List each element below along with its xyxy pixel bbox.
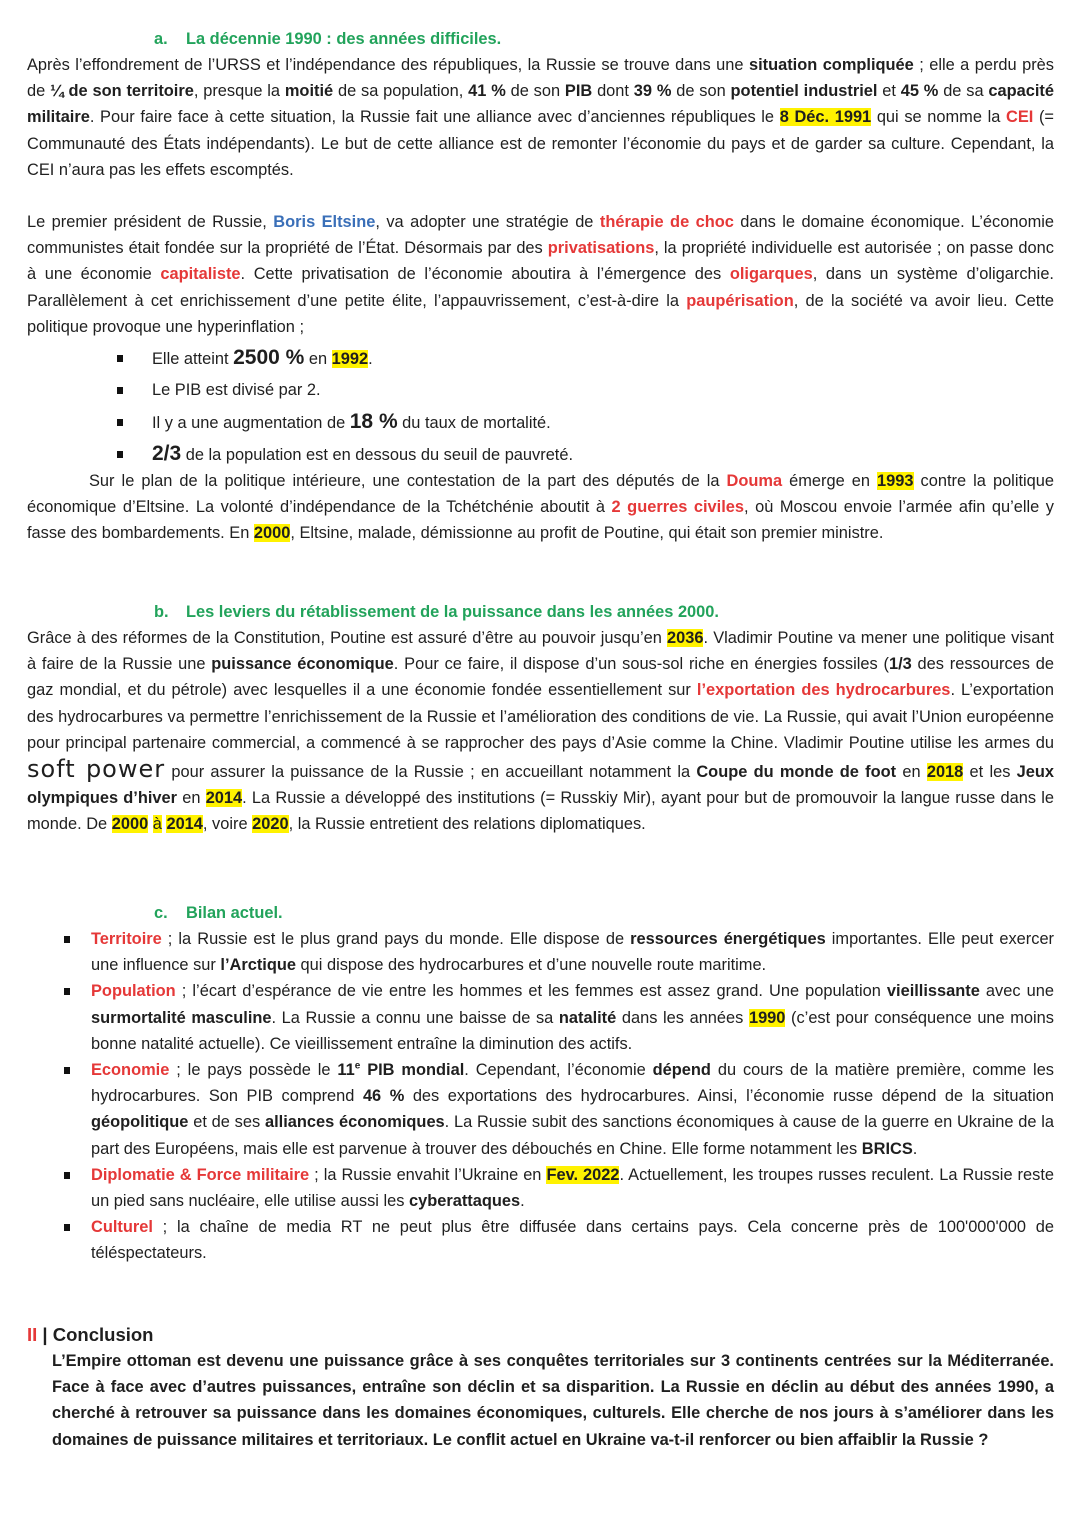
list-item-population — [64, 978, 1054, 1057]
subheading-letter: a. — [154, 30, 168, 48]
subheading-letter: b. — [154, 603, 169, 621]
bold-text: ressources énergétiques — [630, 930, 826, 948]
paragraph-a1 — [27, 52, 1054, 183]
text: importantes. Elle peut exercer une influence sur — [91, 930, 1055, 975]
text: en — [896, 763, 927, 782]
text: . Actuellement, les troupes russes reculent. La Russie reste un pied sans nucléaire, elle utilise aussi les — [91, 1165, 1055, 1211]
bold-figure: 18 % — [349, 410, 398, 433]
bold-text: PIB mondial — [360, 1061, 465, 1080]
text: . L’exportation des hydrocarbures va permettre l’enrichissement de la Russie et l’amélioration des conditions de vie. La Russie, qui avait l’Union européenne pour principal partenaire commercial, a commencé à se rapprocher des pays d’Asie comme la Chine. Vladimir Poutine utilise les armes du — [27, 681, 1055, 752]
text: ; l’écart d’espérance de vie entre les hommes et les femmes est assez grand. Une population — [175, 982, 887, 1001]
text: de sa — [938, 82, 989, 101]
bold-text: 45 % — [900, 82, 939, 101]
highlighted-date: 2018 — [926, 763, 964, 782]
text: Il y a une augmentation de — [152, 414, 350, 432]
bold-figure: 2/3 — [152, 442, 182, 465]
text: en — [177, 789, 206, 808]
conclusion-text: L’Empire ottoman est devenu une puissance grâce à ses conquêtes territoriales sur 3 continents centrées sur la Méditerranée. Face à face avec d’autres puissances, entraîne son déclin et sa disparition. La Russie en déclin au début des années 1990, a cherché à retrouver sa puissance dans les domaines économiques, culturels. Elle cherche de nos jours à s’améliorer dans les domaines de puissance militaires et territoriaux. Le conflit actuel en Ukraine va-t-il renforcer ou bien affaiblir la Russie ? — [52, 1352, 1054, 1449]
text: ; elle a perdu près de — [27, 56, 1054, 101]
text: qui se nomme la — [871, 108, 1006, 127]
text: Sur le plan de la politique intérieure, une contestation de la part des députés de la — [89, 472, 727, 490]
bold-text: BRICS — [861, 1139, 913, 1158]
paragraph-a2 — [27, 209, 1054, 340]
bold-text: natalité — [558, 1008, 617, 1027]
text: Le PIB est divisé par 2. — [152, 381, 321, 399]
text: . — [520, 1192, 525, 1211]
text: émerge en — [782, 472, 878, 490]
keyword: oligarques — [729, 265, 813, 284]
highlighted-date: 1992 — [331, 350, 369, 368]
text: . Pour faire face à cette situation, la Russie fait une alliance avec d’anciennes républiques le — [89, 108, 780, 127]
text: de la population est en dessous du seuil de pauvreté. — [181, 446, 574, 464]
bold-text: 11 — [337, 1061, 355, 1080]
text: . Vladimir Poutine va mener une politique visant à faire de la Russie une — [27, 629, 1054, 674]
bold-text: potentiel industriel — [730, 82, 878, 101]
conclusion-title: Conclusion — [52, 1324, 154, 1345]
text: . Cette privatisation de l’économie aboutira à l’émergence des — [240, 265, 730, 284]
text: des exportations des hydrocarbures. Ainsi, l’économie russe dépend de la situation — [404, 1087, 1054, 1106]
bold-text: 1/3 — [888, 655, 912, 674]
person-name: Boris Eltsine — [273, 213, 376, 231]
separator: | — [37, 1324, 53, 1345]
keyword: Territoire — [91, 930, 162, 948]
superscript: e — [354, 1060, 361, 1072]
text: qui dispose des hydrocarbures et d’une nouvelle route maritime. — [295, 956, 767, 975]
text: de sa population, — [333, 82, 469, 101]
highlighted-date: 2014 — [166, 815, 203, 834]
bold-text: vieillissante — [886, 982, 980, 1001]
text: Le premier président de Russie, — [27, 213, 274, 231]
list-item — [117, 374, 573, 406]
text: contre la politique économique d’Eltsine. La volonté d’indépendance de la Tchétchénie aboutit à — [27, 472, 1055, 517]
bold-text: puissance économique — [211, 655, 394, 674]
text: dont — [592, 82, 634, 101]
text: et les — [963, 763, 1017, 782]
hyperinflation-list — [117, 342, 573, 470]
text: . Pour ce faire, il dispose d’un sous-sol riche en énergies fossiles ( — [393, 655, 889, 674]
keyword: thérapie de choc — [599, 213, 734, 231]
conclusion-heading — [27, 1322, 153, 1348]
keyword: 2 guerres civiles — [611, 498, 744, 517]
text: . Cependant, l’économie — [464, 1061, 653, 1080]
text: ; la chaîne de media RT ne peut plus être diffusée dans certains pays. Cela concerne près de 100'000'000 de téléspectateurs. — [91, 1218, 1054, 1263]
paragraph-b1 — [27, 625, 1054, 838]
text: de son — [505, 82, 565, 101]
text: . — [368, 350, 373, 368]
text: . La Russie a développé des institutions (= Russkiy Mir), ayant pour but de promouvoir la langue russe dans le monde. De — [27, 789, 1055, 834]
bold-text: Jeux olympiques d’hiver — [27, 763, 1054, 808]
bold-text: moitié — [284, 82, 334, 101]
highlighted-date: 2014 — [205, 789, 243, 808]
keyword: Douma — [726, 472, 783, 490]
text: (c’est pour conséquence une moins bonne natalité actuelle). Ce vieillissement entraîne la diminution des actifs. — [91, 1008, 1054, 1053]
text: . La Russie subit des sanctions économiques à cause de la guerre en Ukraine de la part des Européens, mais elle est parvenue à trouver des débouchés en Chine. Elle forme notamment les — [91, 1113, 1054, 1158]
text: ; le pays possède le — [169, 1061, 338, 1080]
highlighted-date: 1993 — [877, 472, 914, 490]
text: en — [304, 350, 332, 368]
bilan-list — [64, 926, 1054, 1267]
keyword: Diplomatie & Force militaire — [91, 1165, 310, 1184]
keyword: l’exportation des hydrocarbures — [696, 681, 951, 700]
highlighted-date: 2000 — [253, 524, 291, 543]
bold-text: 46 % — [362, 1087, 405, 1106]
bold-text: surmortalité masculine — [91, 1008, 272, 1027]
list-item-culturel — [64, 1214, 1054, 1266]
text: , la propriété individuelle est autorisée ; on passe donc à une économie — [27, 239, 1054, 284]
text: (= Communauté des États indépendants). Le but de cette alliance est de remonter l’économie du pays et de garder sa culture. Cependant, la CEI n’aura pas les effets escomptés. — [27, 108, 1054, 179]
bold-text: Coupe du monde de foot — [696, 763, 897, 782]
bold-text: 39 % — [633, 82, 672, 101]
text: et de ses — [188, 1113, 265, 1132]
text: ; la Russie envahit l’Ukraine en — [309, 1165, 547, 1184]
list-item — [117, 438, 573, 470]
text: Grâce à des réformes de la Constitution, Poutine est assuré d’être au pouvoir jusqu’en — [27, 629, 667, 647]
text: . — [912, 1139, 918, 1158]
text: pour assurer la puissance de la Russie ; en accueillant notamment la — [165, 763, 697, 782]
text: des ressources de gaz mondial, et du pétrole) avec lesquelles il a une économie fondée essentiellement sur — [27, 655, 1054, 700]
keyword: Economie — [91, 1061, 170, 1080]
text: ; la Russie est le plus grand pays du monde. Elle dispose de — [161, 930, 631, 948]
bold-text: capacité militaire — [27, 82, 1054, 127]
bold-text: PIB — [564, 82, 593, 101]
highlighted-word: à — [152, 815, 162, 834]
keyword: Culturel — [91, 1218, 153, 1237]
text: , voire — [202, 815, 253, 834]
keyword: privatisations — [547, 239, 655, 258]
text: et — [877, 82, 901, 101]
bold-text: géopolitique — [91, 1113, 189, 1132]
bold-text: situation compliquée — [748, 56, 914, 74]
keyword: Population — [91, 982, 176, 1001]
text: , dans un système d’oligarchie. Parallèlement à cet enrichissement d’une petite élite, l’appauvrissement, c’est-à-dire la — [27, 265, 1054, 310]
bold-text: cyberattaques — [408, 1192, 521, 1211]
subheading-letter: c. — [154, 904, 168, 922]
subheading-title: La décennie 1990 : des années difficiles. — [186, 30, 502, 48]
text: dans le domaine économique. L’économie communistes était fondée sur la propriété de l’État. Désormais par des — [27, 213, 1054, 258]
highlighted-date: 2036 — [667, 629, 704, 647]
paragraph-a3 — [27, 468, 1054, 547]
subheading-a — [154, 26, 501, 52]
list-item-territoire — [64, 926, 1054, 978]
text: avec une — [979, 982, 1054, 1001]
text: du taux de mortalité. — [397, 414, 551, 432]
subheading-title: Bilan actuel. — [186, 904, 283, 922]
highlighted-date: 2000 — [111, 815, 149, 834]
keyword: paupérisation — [686, 291, 794, 310]
text: du cours de la matière première, comme les hydrocarbures. Son PIB comprend — [91, 1061, 1055, 1106]
bold-figure: 2500 % — [233, 346, 305, 369]
bold-text: l’Arctique — [220, 956, 296, 975]
text: , où Moscou envoie l’armée afin qu’elle y fasse des bombardements. En — [27, 498, 1054, 543]
text: Après l’effondrement de l’URSS et l’indépendance des républiques, la Russie se trouve dans une — [27, 56, 749, 74]
bold-text: 41 % — [468, 82, 506, 101]
text: , la Russie entretient des relations diplomatiques. — [288, 815, 646, 834]
soft-power-term: soft power — [27, 755, 166, 784]
list-item-diplomatie — [64, 1162, 1054, 1214]
subheading-b — [154, 599, 719, 625]
keyword: capitaliste — [160, 265, 241, 284]
list-item — [117, 406, 573, 438]
text: Elle atteint — [152, 350, 234, 368]
text: , de la société va avoir lieu. Cette politique provoque une hyperinflation ; — [27, 291, 1055, 336]
keyword: CEI — [1005, 108, 1034, 127]
highlighted-date: 2020 — [252, 815, 289, 834]
text: , va adopter une stratégie de — [375, 213, 600, 231]
text: de son — [671, 82, 731, 101]
highlighted-date: 1990 — [748, 1008, 786, 1027]
text: , Eltsine, malade, démissionne au profit de Poutine, qui était son premier ministre. — [290, 524, 884, 543]
bold-text: alliances économiques — [264, 1113, 445, 1132]
highlighted-date: Fev. 2022 — [546, 1165, 620, 1184]
bold-text: dépend — [652, 1061, 711, 1080]
text: , presque la — [193, 82, 285, 101]
subheading-c — [154, 900, 283, 926]
text: dans les années — [616, 1008, 749, 1027]
bold-text: ¼ de son territoire — [50, 82, 194, 101]
highlighted-date: 8 Déc. 1991 — [779, 108, 872, 127]
section-number: II — [27, 1324, 38, 1345]
list-item-economie — [64, 1057, 1054, 1162]
list-item — [117, 342, 573, 374]
text: . La Russie a connu une baisse de sa — [271, 1008, 559, 1027]
subheading-title: Les leviers du rétablissement de la puissance dans les années 2000. — [186, 603, 719, 621]
